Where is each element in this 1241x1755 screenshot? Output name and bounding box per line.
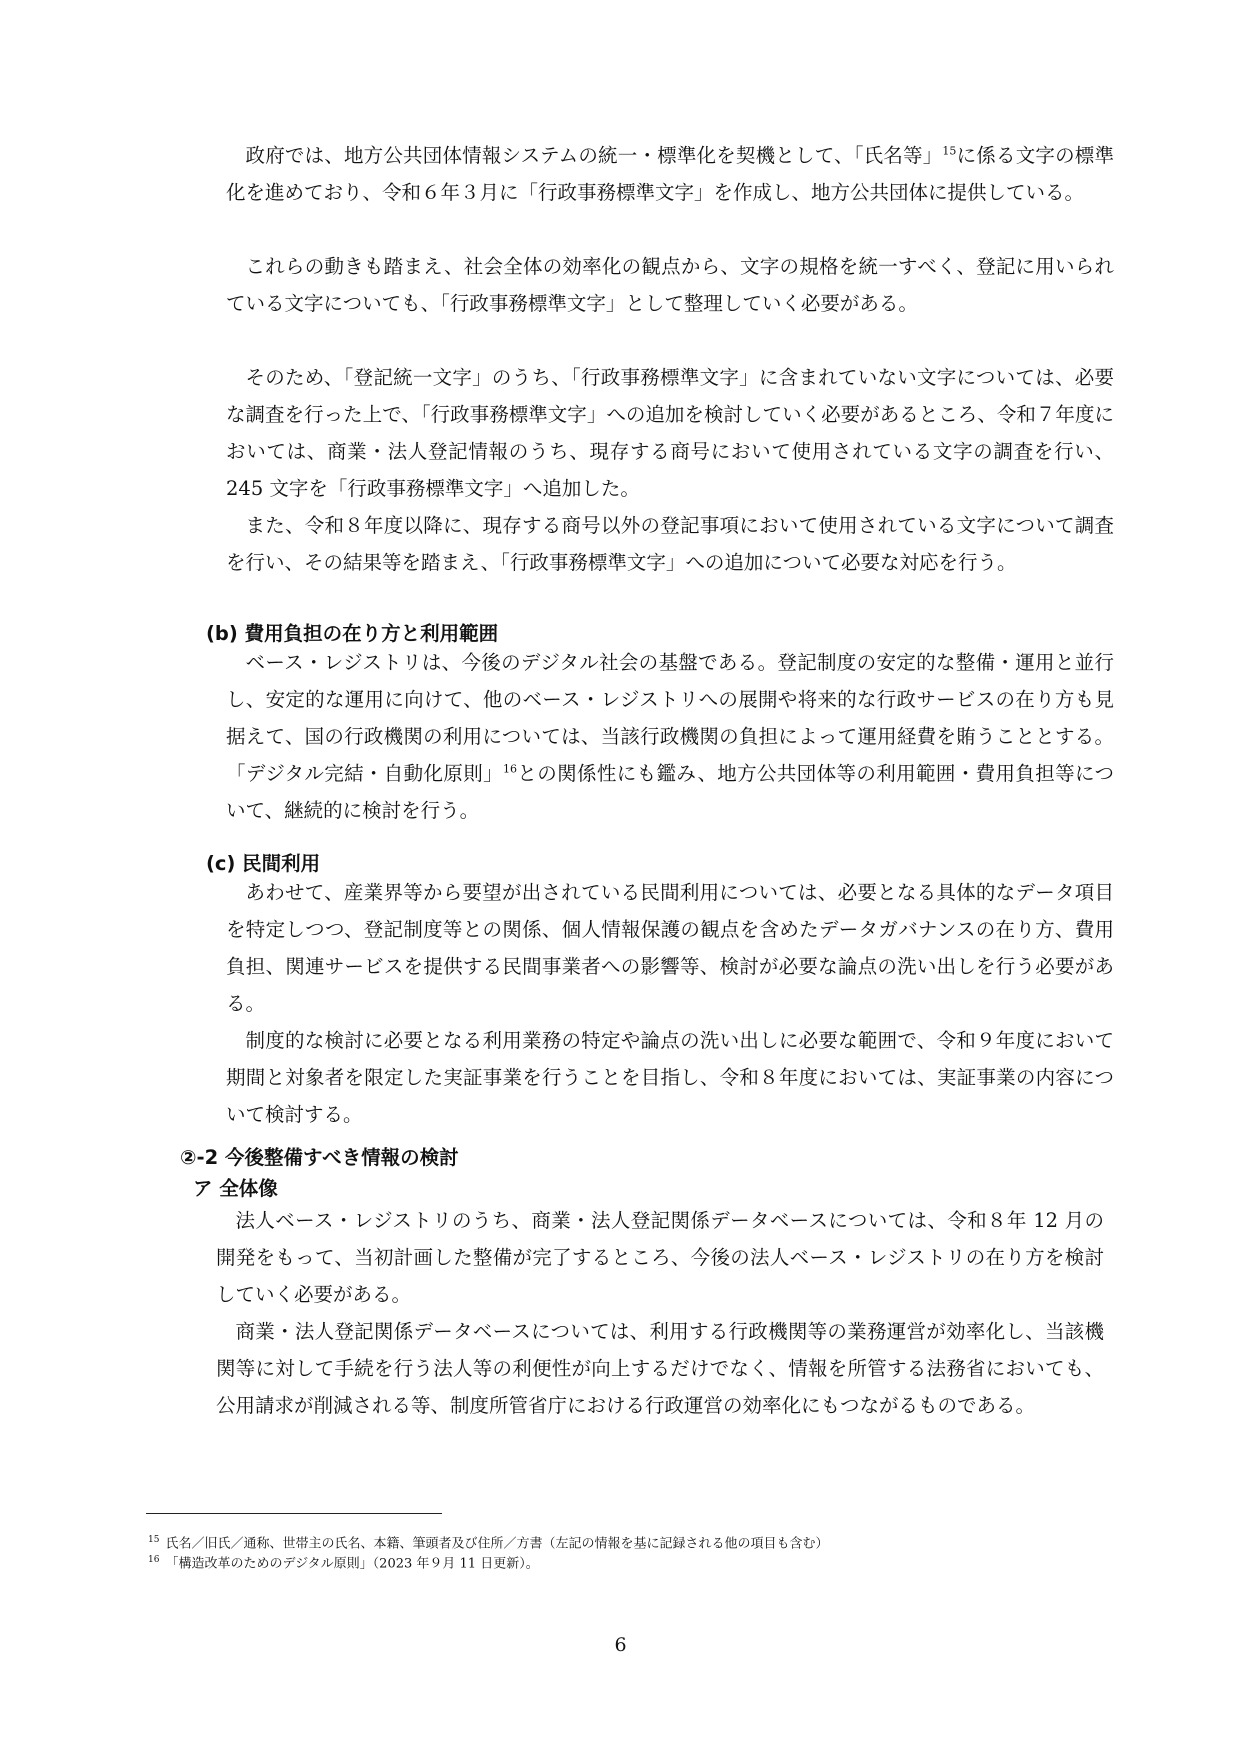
paragraph-efficiency: 商業・法人登記関係データベースについては、利用する行政機関等の業務運営が効率化し、当該機関等に対して手続を行う法人等の利便性が向上するだけでなく、情報を所管する法務省においても、公用請求が削減される等、制度所管省庁における行政運営の効率化にもつながるものである。	[216, 1320, 1104, 1417]
paragraph-text: に係る文字の標準化を進めており、令和６年３月に「行政事務標準文字」を作成し、地方公共団体に提供している。	[226, 144, 1114, 204]
footnote-divider	[146, 1513, 442, 1514]
section-b-heading: (b) 費用負担の在り方と利用範囲	[206, 622, 499, 645]
footnote-ref-16[interactable]: 16	[503, 762, 518, 776]
subsection-a-heading: ア 全体像	[193, 1177, 278, 1200]
paragraph-unification: これらの動きも踏まえ、社会全体の効率化の観点から、文字の規格を統一すべく、登記に用いられている文字についても、「行政事務標準文字」として整理していく必要がある。	[226, 255, 1115, 315]
paragraph-future-survey: また、令和８年度以降に、現存する商号以外の登記事項において使用されている文字について調査を行い、その結果等を踏まえ、「行政事務標準文字」への追加について必要な対応を行う。	[226, 514, 1114, 574]
section-c-heading: (c) 民間利用	[206, 852, 321, 875]
paragraph-standardization	[226, 137, 1114, 211]
paragraph-private-use: あわせて、産業界等から要望が出されている民間利用については、必要となる具体的なデータ項目を特定しつつ、登記制度等との関係、個人情報保護の観点を含めたデータガバナンスの在り方、費用負担、関連サービスを提供する民間事業者への影響等、検討が必要な論点の洗い出しを行う必要がある。	[226, 881, 1114, 1015]
paragraph-pilot-project: 制度的な検討に必要となる利用業務の特定や論点の洗い出しに必要な範囲で、令和９年度において期間と対象者を限定した実証事業を行うことを目指し、令和８年度においては、実証事業の内容について検討する。	[226, 1029, 1114, 1126]
footnote-16: $^{16}$ 「構造改革のためのデジタル原則」（2023 年９月 11 日更新）。	[148, 1555, 539, 1572]
paragraph-cost-burden	[226, 644, 1114, 829]
section-2-2-heading: ②-2 今後整備すべき情報の検討	[180, 1146, 459, 1169]
footnote-15: $^{15}$ 氏名／旧氏／通称、世帯主の氏名、本籍、筆頭者及び住所／方書（左記の情報を基に記録される他の項目も含む）	[148, 1535, 829, 1552]
paragraph-text: 政府では、地方公共団体情報システムの統一・標準化を契機として、「氏名等」	[245, 144, 943, 167]
page-number: 6	[614, 1634, 627, 1656]
footnote-ref-15[interactable]: 15	[942, 144, 957, 158]
paragraph-text: との関係性にも鑑み、地方公共団体等の利用範囲・費用負担等について、継続的に検討を行う。	[226, 762, 1114, 822]
paragraph-corporate-registry: 法人ベース・レジストリのうち、商業・法人登記関係データベースについては、令和８年 12 月の開発をもって、当初計画した整備が完了するところ、今後の法人ベース・レジストリの在り方を検討していく必要がある。	[216, 1209, 1104, 1306]
paragraph-text: ベース・レジストリは、今後のデジタル社会の基盤である。登記制度の安定的な整備・運用と並行し、安定的な運用に向けて、他のベース・レジストリへの展開や将来的な行政サービスの在り方も見据えて、国の行政機関の利用については、当該行政機関の負担によって運用経費を賄うこととする。「デジタル完結・自動化原則」	[226, 651, 1114, 785]
paragraph-survey: そのため、「登記統一文字」のうち、「行政事務標準文字」に含まれていない文字については、必要な調査を行った上で、「行政事務標準文字」への追加を検討していく必要があるところ、令和７年度においては、商業・法人登記情報のうち、現存する商号において使用されている文字の調査を行い、245 文字を「行政事務標準文字」へ追加した。	[226, 366, 1114, 500]
